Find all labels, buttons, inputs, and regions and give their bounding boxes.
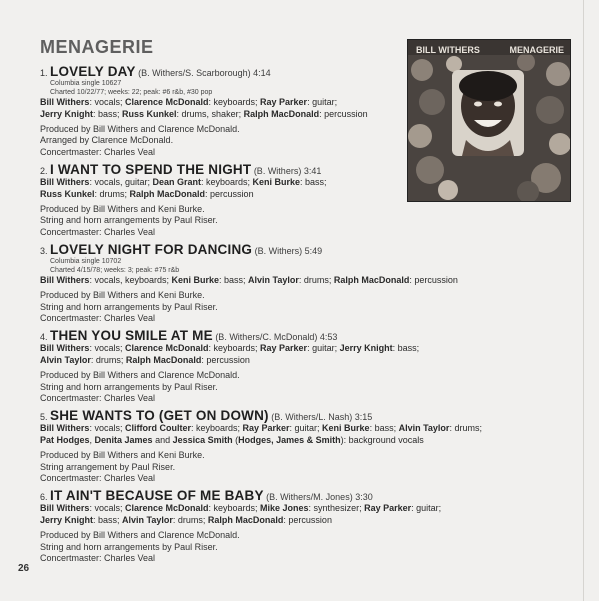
single-info: Columbia single 10627 [50,80,122,87]
production-notes [40,530,400,565]
single-info: Charted 10/22/77; weeks: 22; peak: #6 r&b, #30 pop [50,89,213,96]
instrument-text: : percussion [283,514,332,525]
track-writers-duration: (B. Withers/L. Nash) 3:15 [271,412,373,423]
musician-name: Ralph MacDonald [333,274,410,285]
instrument-text: : percussion [319,108,368,119]
personnel-credits [40,97,400,109]
track-writers-duration: (B. Withers/S. Scarborough) 4:14 [138,68,271,78]
instrument-text: : bass; [300,176,327,187]
production-note-line: Concertmaster: Charles Veal [40,313,156,324]
musician-name: Ralph MacDonald [243,108,320,119]
cover-artist-text: BILL WITHERS [416,45,480,55]
track-title-line [40,410,400,423]
musician-name: Pat Hodges [40,434,90,445]
track-number: 4. [40,332,48,343]
track-entry [40,408,482,485]
track-entry [40,488,442,565]
track-entry [40,161,400,239]
personnel-credits [40,177,400,189]
musician-name: Bill Withers [40,176,90,187]
track-entry [40,241,458,325]
track-title: I WANT TO SPEND THE NIGHT [50,161,252,177]
musician-name: Alvin Taylor [122,514,173,525]
musician-name: Ray Parker [260,343,308,354]
instrument-text: : keyboards; [208,503,261,514]
track-title: LOVELY NIGHT FOR DANCING [50,241,253,257]
production-note-line: Concertmaster: Charles Veal [40,147,156,158]
production-notes [40,124,400,159]
instrument-text: : vocals; [89,423,125,434]
production-note-line: String and horn arrangements by Paul Riser. [40,301,218,312]
instrument-text: : drums; [172,514,208,525]
musician-name: Ralph MacDonald [125,354,202,365]
instrument-text: : keyboards; [190,423,243,434]
instrument-text: : guitar; [307,97,338,107]
musician-name: Mike Jones [260,503,309,514]
musician-name: Denita James [94,434,153,445]
musician-name: Ray Parker [260,97,308,107]
instrument-text: ): background vocals [340,434,424,445]
track-writers-duration: (B. Withers) 5:49 [254,245,323,256]
production-notes [40,204,400,239]
musician-name: Alvin Taylor [40,354,91,365]
instrument-text: : keyboards; [208,97,261,107]
musician-name: Russ Kunkel [40,188,95,199]
instrument-text: : vocals; [89,97,125,107]
personnel-credits [40,343,420,355]
instrument-text: , [89,434,95,445]
production-note-line: Produced by Bill Withers and Keni Burke. [40,449,205,460]
track-title: SHE WANTS TO (GET ON DOWN) [50,408,269,424]
production-notes [40,450,400,485]
album-cover-image [407,39,571,202]
track-title-line [40,161,400,177]
personnel-credits [40,434,424,447]
instrument-text: : bass; [392,343,420,354]
production-note-line: String and horn arrangements by Paul Riser. [40,541,218,552]
musician-name: Keni Burke [322,423,370,434]
musician-name: Bill Withers [40,343,90,354]
track-number: 2. [40,165,48,176]
page-number: 26 [18,563,30,574]
track-number: 1. [40,68,48,78]
production-note-line: Concertmaster: Charles Veal [40,553,156,564]
track-title: LOVELY DAY [50,64,136,79]
personnel-credits [40,355,400,367]
production-note-line: Concertmaster: Charles Veal [40,473,156,484]
track-entry [40,66,400,159]
instrument-text: : vocals; [89,343,125,354]
musician-name: Dean Grant [152,176,201,187]
instrument-text: : vocals, keyboards; [89,274,172,285]
production-note-line: Produced by Bill Withers and Clarence McDonald. [40,369,240,380]
production-note-line: String and horn arrangements by Paul Riser. [40,381,218,392]
track-number: 3. [40,245,48,256]
instrument-text: : synthesizer; [308,503,365,514]
instrument-text: : bass; [93,514,123,525]
production-note-line: Arranged by Clarence McDonald. [40,135,174,146]
musician-name: Jessica Smith [172,434,233,445]
track-title-line [40,241,400,257]
instrument-text: : percussion [409,274,458,285]
instrument-text: : guitar; [307,343,340,354]
single-info: Columbia single 10702 [50,257,122,265]
musician-name: Bill Withers [40,274,90,285]
instrument-text: : percussion [201,354,250,365]
instrument-text: ( [232,434,239,445]
cover-title-text: MENAGERIE [509,45,564,55]
musician-name: Alvin Taylor [248,274,299,285]
musician-name: Clifford Coulter [124,423,191,434]
instrument-text: : bass; [93,108,123,119]
production-note-line: String arrangement by Paul Riser. [40,461,176,472]
instrument-text: : percussion [205,188,254,199]
instrument-text: : keyboards; [208,343,261,354]
instrument-text: : drums; [90,354,126,365]
musician-name: Clarence McDonald [124,503,209,514]
musician-name: Clarence McDonald [124,97,209,107]
musician-name: Keni Burke [171,274,219,285]
track-title: THEN YOU SMILE AT ME [50,328,213,344]
track-entry [40,328,420,405]
musician-name: Russ Kunkel [122,108,177,119]
musician-name: Jerry Knight [40,108,94,119]
personnel-credits [40,515,400,527]
track-writers-duration: (B. Withers) 3:41 [253,165,322,176]
track-title-line [40,490,400,503]
track-list [40,64,482,570]
musician-name: Jerry Knight [339,343,393,354]
track-title-line [40,330,400,343]
musician-name: Ray Parker [242,423,290,434]
track-writers-duration: (B. Withers/M. Jones) 3:30 [266,492,373,503]
instrument-text: : guitar; [289,423,323,434]
production-note-line: Produced by Bill Withers and Keni Burke. [40,289,205,300]
personnel-credits [40,189,400,201]
musician-name: Bill Withers [40,503,90,514]
musician-name: Alvin Taylor [398,423,450,434]
production-notes [40,290,400,325]
instrument-text: : drums; [298,274,334,285]
page-gutter-line [583,0,584,601]
production-note-line: Produced by Bill Withers and Clarence McDonald. [40,123,240,134]
instrument-text: : vocals, guitar; [89,176,153,187]
musician-name: Bill Withers [40,97,90,107]
musician-name: Clarence McDonald [124,343,209,354]
production-note-line: Concertmaster: Charles Veal [40,393,156,404]
production-note-line: Concertmaster: Charles Veal [40,227,156,238]
instrument-text: : keyboards; [200,176,253,187]
instrument-text: and [152,434,173,445]
personnel-credits [40,503,442,515]
track-title: IT AIN'T BECAUSE OF ME BABY [50,488,264,504]
personnel-credits [40,109,400,121]
production-notes [40,370,400,405]
musician-name: Ray Parker [364,503,412,514]
production-note-line: Produced by Bill Withers and Clarence McDonald. [40,529,240,540]
album-cover-art [408,40,570,201]
musician-name: Bill Withers [40,423,90,434]
musician-name: Ralph MacDonald [129,188,206,199]
musician-name: Keni Burke [252,176,301,187]
track-number: 6. [40,492,48,503]
single-info: Charted 4/15/78; weeks: 3; peak: #75 r&b [50,266,180,274]
musician-name: Hodges, James & Smith [238,434,341,445]
instrument-text: : drums, shaker; [176,108,244,119]
musician-name: Ralph MacDonald [207,514,284,525]
instrument-text: : drums; [94,188,130,199]
track-title-line [40,66,400,79]
instrument-text: : drums; [449,423,482,434]
personnel-credits [40,274,458,287]
production-note-line: String and horn arrangements by Paul Riser. [40,215,218,226]
track-writers-duration: (B. Withers/C. McDonald) 4:53 [215,332,338,343]
instrument-text: : vocals; [89,503,125,514]
musician-name: Jerry Knight [40,514,94,525]
production-note-line: Produced by Bill Withers and Keni Burke. [40,203,205,214]
album-title: MENAGERIE [40,37,154,57]
instrument-text: : bass; [219,274,249,285]
track-number: 5. [40,412,48,423]
instrument-text: : guitar; [411,503,442,514]
instrument-text: : bass; [369,423,399,434]
personnel-credits [40,423,482,435]
